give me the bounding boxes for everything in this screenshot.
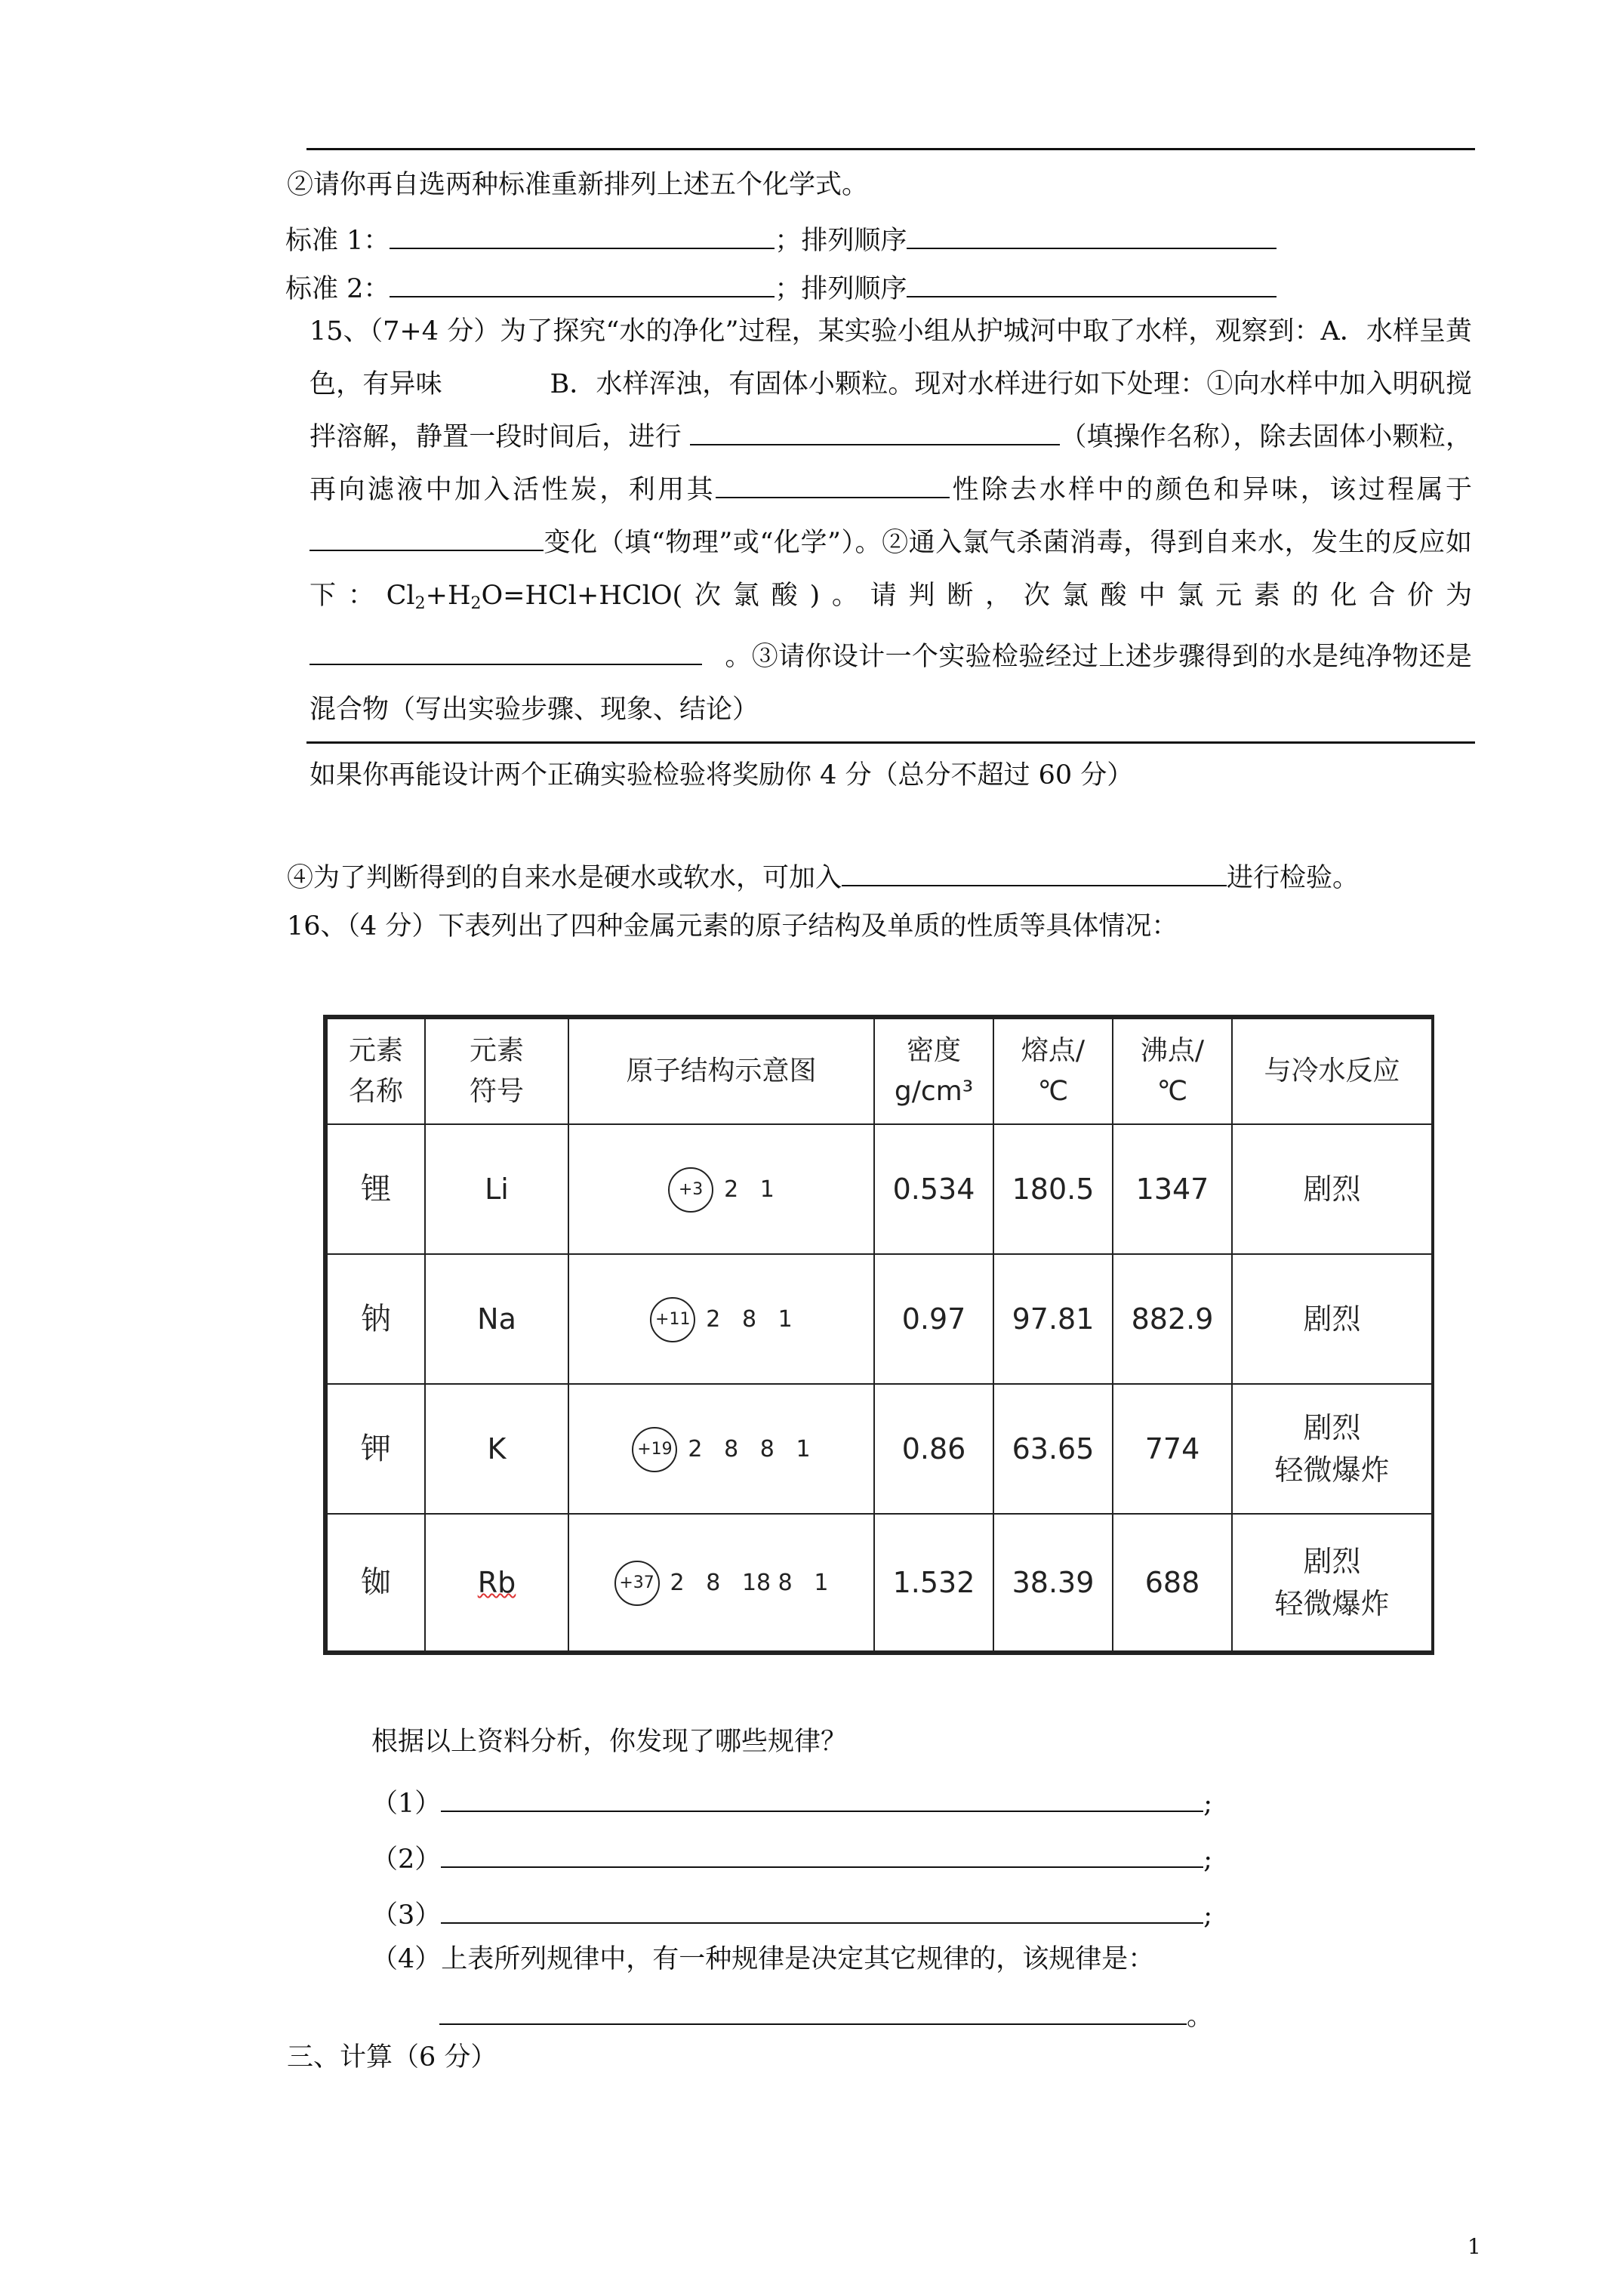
standard-1-label: 标准 1：	[285, 226, 390, 256]
density-value: 0.534	[874, 1124, 993, 1254]
rule-3-semicolon: ;	[1203, 1900, 1213, 1931]
order-1-label: ；排列顺序	[775, 226, 907, 256]
rule-2-blank[interactable]	[441, 1839, 1203, 1868]
q14-standard-1	[285, 220, 1277, 254]
table-row	[327, 1254, 1432, 1384]
reaction-value: 剧烈 轻微爆炸	[1232, 1514, 1432, 1651]
boiling-point-value: 1347	[1113, 1124, 1232, 1254]
standard-1-blank[interactable]	[390, 220, 775, 249]
element-symbol: Na	[425, 1254, 568, 1384]
q15-part-d: 性除去水样中的颜色和异味，该过程属于	[950, 475, 1472, 505]
col-element-symbol: 元素 符号	[425, 1019, 568, 1124]
element-symbol: Rb	[425, 1514, 568, 1651]
q15-paragraph	[310, 305, 1472, 736]
melting-point-value: 97.81	[993, 1254, 1113, 1384]
atomic-structure-diagram	[568, 1254, 874, 1384]
electron-shells: 2 8 8 1	[688, 1436, 811, 1463]
rule-4-question: （4）上表所列规律中，有一种规律是决定其它规律的，该规律是：	[371, 1944, 1155, 1974]
density-value: 1.532	[874, 1514, 993, 1651]
boiling-point-value: 774	[1113, 1384, 1232, 1514]
rule-4-period: 。	[1187, 2002, 1214, 2032]
rule-3-label: （3）	[371, 1900, 442, 1931]
melting-point-value: 38.39	[993, 1514, 1113, 1651]
element-name: 锂	[327, 1124, 425, 1254]
element-name: 铷	[327, 1514, 425, 1651]
hard-soft-water-end: 进行检验。	[1227, 863, 1360, 893]
boiling-point-value: 688	[1113, 1514, 1232, 1651]
standard-2-blank[interactable]	[390, 269, 775, 297]
nucleus-circle: +37	[614, 1561, 660, 1606]
nucleus-circle: +3	[668, 1167, 713, 1213]
col-boiling-point: 沸点/ ℃	[1113, 1019, 1232, 1124]
density-value: 0.97	[874, 1254, 993, 1384]
col-cold-water-reaction: 与冷水反应	[1232, 1019, 1432, 1124]
table-row	[327, 1514, 1432, 1651]
q14-standard-2	[285, 269, 1277, 303]
q15-part-f: 。请判断，次氯酸中氯元素的化合价为	[820, 581, 1472, 611]
melting-point-value: 63.65	[993, 1384, 1113, 1514]
reaction-value: 剧烈	[1232, 1124, 1432, 1254]
operation-name-blank[interactable]	[690, 421, 1060, 445]
order-1-blank[interactable]	[907, 220, 1277, 249]
valence-blank[interactable]	[310, 641, 702, 665]
electron-shells: 2 8 18 8 1	[670, 1570, 829, 1597]
atomic-structure-diagram	[568, 1514, 874, 1651]
metal-elements-table	[323, 1015, 1434, 1655]
nucleus-circle: +19	[632, 1427, 677, 1472]
rule-2-label: （2）	[371, 1845, 442, 1875]
element-name: 钾	[327, 1384, 425, 1514]
density-value: 0.86	[874, 1384, 993, 1514]
q15-part-a: 15、（7+4 分）为了探究“水的净化”过程，某实验小组从护城河中取了水样，观察到：A．水样呈黄色，有异味	[310, 316, 1472, 399]
table-row	[327, 1124, 1432, 1254]
electron-shells: 2 1	[724, 1176, 775, 1203]
rule-3-row	[371, 1895, 1212, 1929]
q16-question: 根据以上资料分析，你发现了哪些规律？	[371, 1727, 848, 1757]
q15-part-b: B．水样浑浊，有固体小颗粒。现对水样进行如下处理：①向水样中加入明矾搅拌溶解，静置一段时间后，进行	[310, 369, 1472, 452]
q15-part-g: 。③请你设计一个实验检验经过上述步骤得到的水是纯净物还是混合物（写出实验步骤、现象、结论）	[310, 642, 1472, 725]
chemical-equation: $Cl_2+H_2O=HCl+HClO$(次氯酸)	[386, 581, 821, 613]
col-melting-point: 熔点/ ℃	[993, 1019, 1113, 1124]
atomic-structure-diagram	[568, 1384, 874, 1514]
rule-1-semicolon: ;	[1203, 1789, 1213, 1819]
q15-item-4	[287, 858, 1359, 892]
carbon-property-blank[interactable]	[716, 474, 950, 498]
table-row	[327, 1384, 1432, 1514]
rule-4-row	[439, 1996, 1213, 2030]
element-name: 钠	[327, 1254, 425, 1384]
q15-part-c: （填操作名称），除去固体小颗粒，再向滤液中加入活性炭，利用其	[310, 422, 1472, 505]
element-symbol: K	[425, 1384, 568, 1514]
element-symbol: Li	[425, 1124, 568, 1254]
melting-point-value: 180.5	[993, 1124, 1113, 1254]
reaction-value: 剧烈	[1232, 1254, 1432, 1384]
q15-part-e: 变化（填“物理”或“化学”）。②通入氯气杀菌消毒，得到自来水，发生的反应如下：	[310, 528, 1472, 611]
q15-bonus-note: 如果你再能设计两个正确实验检验将奖励你 4 分（总分不超过 60 分）	[310, 760, 1134, 791]
nucleus-circle: +11	[650, 1297, 695, 1342]
q16-intro: 16、（4 分）下表列出了四种金属元素的原子结构及单质的性质等具体情况：	[287, 911, 1178, 942]
standard-2-label: 标准 2：	[285, 274, 390, 304]
q15-answer-line[interactable]	[306, 741, 1475, 744]
electron-shells: 2 8 1	[706, 1305, 793, 1333]
rule-3-blank[interactable]	[441, 1895, 1203, 1924]
col-atomic-structure: 原子结构示意图	[568, 1019, 874, 1124]
order-2-label: ；排列顺序	[775, 274, 907, 304]
reaction-value: 剧烈 轻微爆炸	[1232, 1384, 1432, 1514]
col-density: 密度 g/cm³	[874, 1019, 993, 1124]
hard-soft-water-text: ④为了判断得到的自来水是硬水或软水，可加入	[287, 863, 842, 893]
page-number: 1	[1467, 2234, 1481, 2259]
reagent-blank[interactable]	[842, 858, 1227, 886]
answer-line-top	[306, 148, 1475, 150]
rule-1-row	[371, 1783, 1212, 1817]
rule-1-blank[interactable]	[441, 1783, 1203, 1812]
col-element-name: 元素 名称	[327, 1019, 425, 1124]
section-3-heading: 三、计算（6 分）	[287, 2042, 497, 2073]
boiling-point-value: 882.9	[1113, 1254, 1232, 1384]
rule-1-label: （1）	[371, 1789, 442, 1819]
rule-2-row	[371, 1839, 1212, 1873]
atomic-structure-diagram	[568, 1124, 874, 1254]
rule-2-semicolon: ;	[1203, 1845, 1213, 1875]
table-header-row	[327, 1019, 1432, 1124]
order-2-blank[interactable]	[907, 269, 1277, 297]
change-type-blank[interactable]	[310, 527, 544, 551]
q14-instruction: ②请你再自选两种标准重新排列上述五个化学式。	[287, 170, 869, 200]
rule-4-blank[interactable]	[439, 1996, 1187, 2025]
